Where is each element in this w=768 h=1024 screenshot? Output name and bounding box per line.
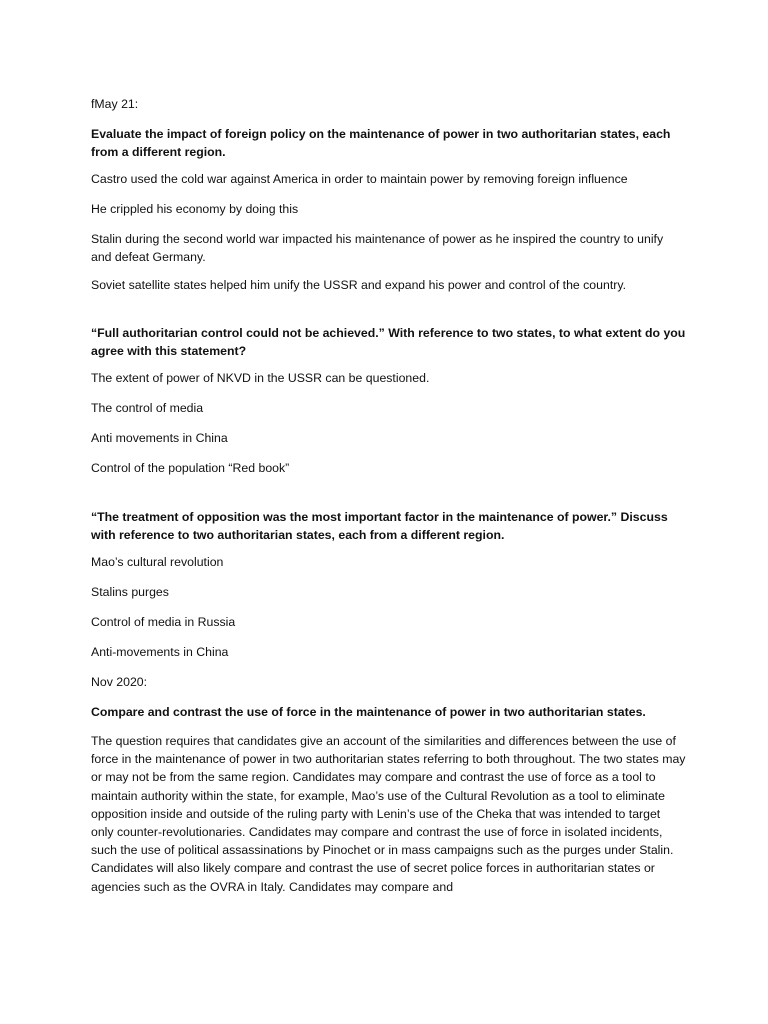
section-heading-nov-2020: Nov 2020: [91,675,148,689]
note-paragraph: Soviet satellite states helped him unify the USSR and expand his power and control of the country. [91,278,626,292]
question-heading: Evaluate the impact of foreign policy on the maintenance of power in two authoritarian states, each from a different region. [91,127,671,159]
document-body [91,95,686,896]
question-heading: Compare and contrast the use of force in the maintenance of power in two authoritarian states. [91,705,646,719]
note-paragraph: Castro used the cold war against America in order to maintain power by removing foreign influence [91,172,628,186]
note-paragraph: Mao’s cultural revolution [91,555,224,569]
note-paragraph: Anti movements in China [91,431,228,445]
note-paragraph: The extent of power of NKVD in the USSR can be questioned. [91,371,430,385]
section-heading-may-21: fMay 21: [91,97,139,111]
question-heading: “Full authoritarian control could not be achieved.” With reference to two states, to what extent do you agree with this statement? [91,326,686,358]
note-paragraph: Control of media in Russia [91,615,236,629]
note-paragraph: The control of media [91,401,204,415]
note-paragraph: He crippled his economy by doing this [91,202,299,216]
note-paragraph: Anti-movements in China [91,645,229,659]
note-paragraph: Control of the population “Red book” [91,461,290,475]
note-paragraph: Stalin during the second world war impacted his maintenance of power as he inspired the country to unify and defeat Germany. [91,232,664,264]
markscheme-paragraph: The question requires that candidates give an account of the similarities and differences between the use of force in the maintenance of power in two authoritarian states referring to both throughout. The two states may or may not be from the same region. Candidates may compare and contrast the use of force as a tool to maintain authority within the state, for example, Mao’s use of the Cultural Revolution as a tool to eliminate opposition inside and outside of the ruling party with Lenin’s use of the Cheka that was intended to target only counter-revolutionaries. Candidates may compare and contrast the use of force in isolated incidents, such the use of political assassinations by Pinochet or in mass campaigns such as the purges under Stalin. Candidates will also likely compare and contrast the use of secret police forces in authoritarian states or agencies such as the OVRA in Italy. Candidates may compare and [91,734,686,894]
question-heading: “The treatment of opposition was the most important factor in the maintenance of power.” Discuss with reference to two authoritarian states, each from a different region. [91,510,668,542]
note-paragraph: Stalins purges [91,585,169,599]
